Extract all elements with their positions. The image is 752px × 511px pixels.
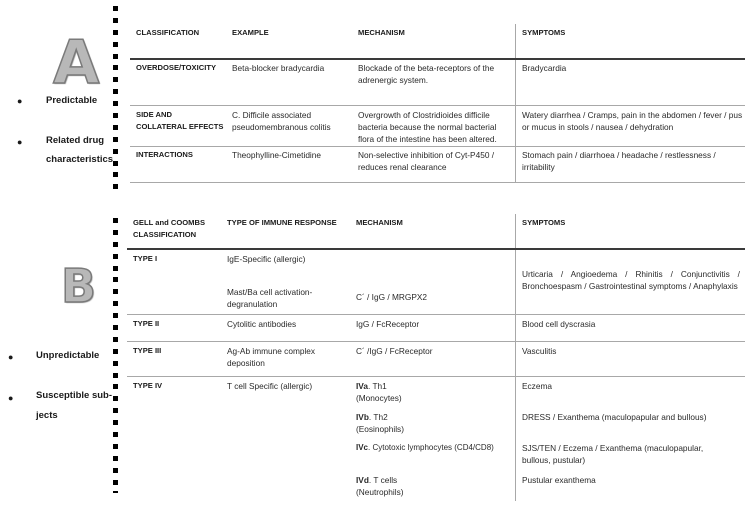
table-a-row3-example: Theophylline-Cimetidine (232, 150, 322, 160)
table-b-type4-response: T cell Specific (allergic) (227, 381, 313, 391)
table-a-row2-symptoms: Watery diarrhea / Cramps, pain in the abdomen / fever / pus or mucus in stools / nausea / dehydration (522, 110, 743, 132)
table-a-header-classification: CLASSIFICATION (136, 28, 200, 37)
table-a-bottom-rule (130, 182, 745, 183)
subtype-text: . Cytotoxic lymphocytes (CD4/CD8) (368, 443, 494, 452)
subtype-code: IVc (356, 443, 369, 452)
table-b-type4c-mechanism (356, 442, 514, 454)
subtype-detail: (Eosinophils) (356, 424, 404, 434)
table-a-row-divider (130, 146, 745, 147)
table-a-row1-example: Beta-blocker bradycardia (232, 63, 325, 73)
table-b-header-rule (127, 248, 745, 250)
table-b-type2-mechanism: IgG / FcReceptor (356, 319, 420, 329)
table-a-row2-mechanism: Overgrowth of Clostridioides difficile bacteria because the normal bacterial flora of the intestine has been altered. (358, 110, 497, 144)
table-b-header-response: TYPE OF IMMUNE RESPONSE (227, 218, 337, 227)
table-b-column-divider (515, 214, 516, 501)
table-b-type2-response: Cytolitic antibodies (227, 319, 297, 329)
table-a-header-mechanism: MECHANISM (358, 28, 405, 37)
section-a-bullet-related-cont: characteristics (46, 154, 114, 165)
table-b-type1-response-1: IgE-Specific (allergic) (227, 254, 306, 264)
table-b-type3-classification: TYPE III (133, 346, 162, 355)
table-a-row1-classification: OVERDOSE/TOXICITY (136, 63, 217, 72)
table-b-type4d-mechanism (356, 474, 511, 498)
dotted-separator-b (113, 218, 119, 500)
table-a-row2-classification-1: SIDE AND (136, 110, 173, 119)
section-b-letter: B (61, 259, 97, 313)
subtype-text: . Th2 (368, 412, 388, 422)
table-a-row2-example: C. Difficile associated pseudomembranous colitis (232, 110, 331, 132)
subtype-code: IVa (356, 381, 368, 391)
subtype-text: . T cells (368, 475, 398, 485)
table-b-type1-symptoms: Urticaria / Angioedema / Rhinitis / Conjunctivitis / Bronchoespasm / Gastrointestinal symptoms / Anaphylaxis (522, 269, 740, 291)
table-b-row-divider (127, 376, 745, 377)
table-b-type3-symptoms: Vasculitis (522, 346, 557, 356)
table-b-type4a-mechanism (356, 380, 511, 404)
bullet-icon: ● (17, 137, 23, 147)
section-b-bullet-susceptible: Susceptible sub- (36, 390, 113, 401)
bullet-icon: ● (8, 393, 14, 403)
table-a-row3-symptoms: Stomach pain / diarrhoea / headache / restlessness / irritability (522, 150, 716, 172)
table-a-row-divider (130, 105, 745, 106)
table-b-type1-classification: TYPE I (133, 254, 158, 263)
table-b-type3-response: Ag-Ab immune complex deposition (227, 346, 316, 368)
table-a-row2-classification-2: COLLATERAL EFFECTS (136, 122, 224, 131)
table-b-type4d-symptoms: Pustular exanthema (522, 475, 596, 485)
table-a-row1-symptoms: Bradycardia (522, 63, 567, 73)
section-b-bullet-unpredictable: Unpredictable (36, 350, 100, 361)
subtype-code: IVd (356, 475, 369, 485)
table-b-type4b-symptoms: DRESS / Exanthema (maculopapular and bullous) (522, 412, 707, 422)
table-b-header-classification: GELL and COOMBS CLASSIFICATION (133, 218, 206, 239)
table-a-header-example: EXAMPLE (232, 28, 269, 37)
table-b-type2-symptoms: Blood cell dyscrasia (522, 319, 596, 329)
section-a-bullet-predictable: Predictable (46, 95, 98, 106)
table-b-header-mechanism: MECHANISM (356, 218, 403, 227)
table-a-column-divider (515, 24, 516, 182)
table-b-type1-mechanism: C´ / IgG / MRGPX2 (356, 292, 427, 302)
dotted-separator-a (113, 6, 119, 196)
section-a-bullet-related: Related drug (46, 135, 105, 146)
table-a-row1-mechanism: Blockade of the beta-receptors of the adrenergic system. (358, 63, 495, 85)
table-b-row-divider (127, 341, 745, 342)
bullet-icon: ● (17, 96, 23, 106)
table-b-type2-classification: TYPE II (133, 319, 160, 328)
table-b-row-divider (127, 314, 745, 315)
section-a-letter: A (53, 28, 100, 98)
table-b-type3-mechanism: C´ /IgG / FcReceptor (356, 346, 433, 356)
table-a-header-rule (130, 58, 745, 60)
section-b-bullet-susceptible-cont: jects (36, 410, 58, 421)
table-b-type4c-symptoms: SJS/TEN / Eczema / Exanthema (maculopapular, bullous, pustular) (522, 443, 704, 465)
table-b-type1-response-2: Mast/Ba cell activation-degranulation (227, 287, 313, 309)
table-b-type4-classification: TYPE IV (133, 381, 163, 390)
subtype-code: IVb (356, 412, 369, 422)
subtype-detail: (Monocytes) (356, 393, 402, 403)
table-b-header-symptoms: SYMPTOMS (522, 218, 566, 227)
table-b-type4a-symptoms: Eczema (522, 381, 552, 391)
bullet-icon: ● (8, 352, 14, 362)
table-a-row3-classification: INTERACTIONS (136, 150, 193, 159)
table-b-type4b-mechanism (356, 411, 511, 435)
subtype-text: . Th1 (368, 381, 387, 391)
table-a-row3-mechanism: Non-selective inhibition of Cyt-P450 / reduces renal clearance (358, 150, 495, 172)
subtype-detail: (Neutrophils) (356, 487, 404, 497)
table-a-header-symptoms: SYMPTOMS (522, 28, 566, 37)
